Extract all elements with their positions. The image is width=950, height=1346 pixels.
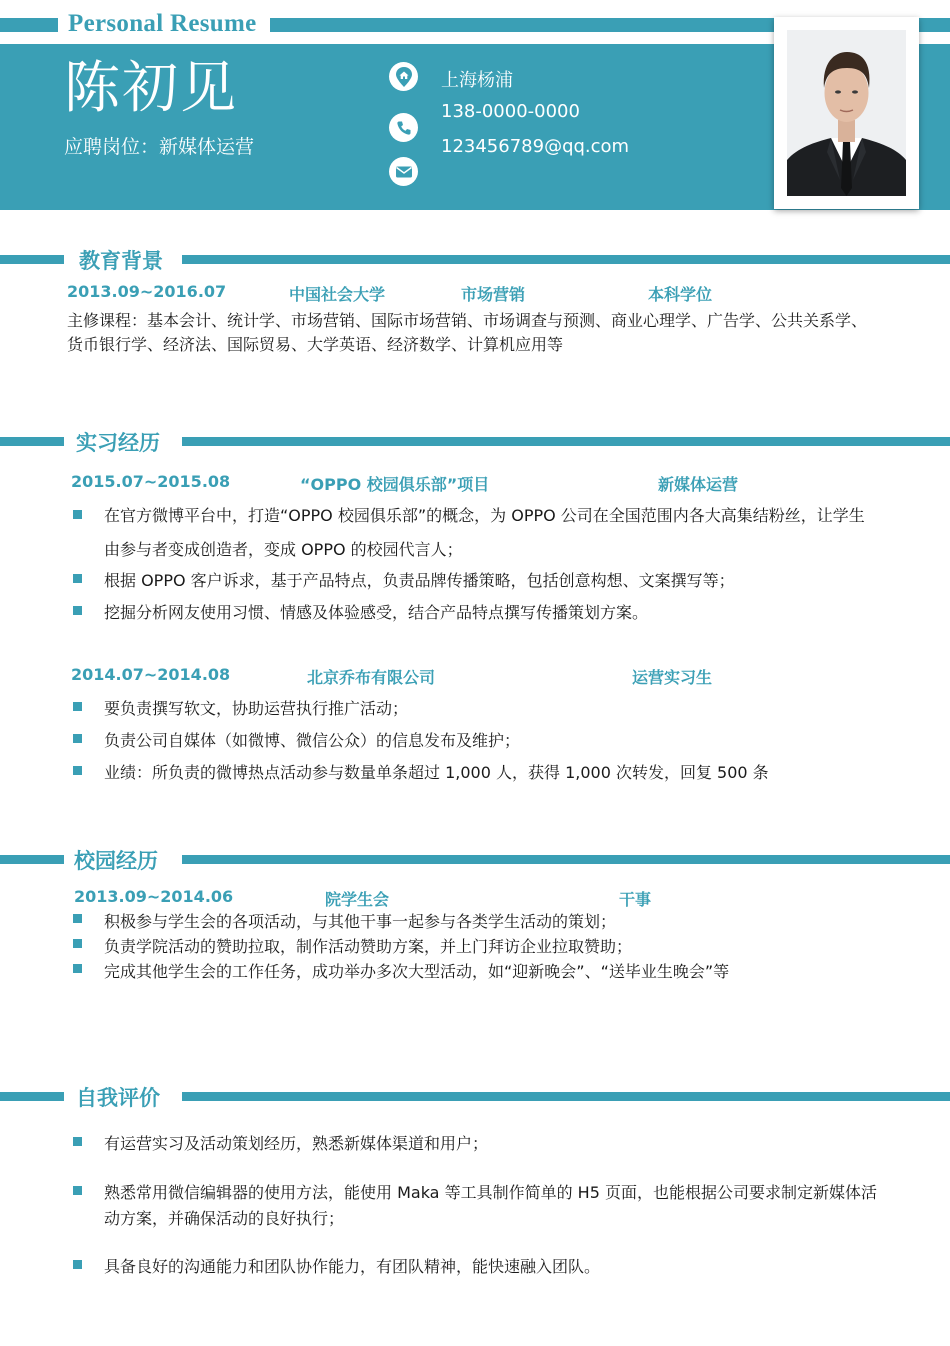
job-bullet: 要负责撰写软文，协助运营执行推广活动； [104,699,409,718]
section-title-self-evaluation: 自我评价 [76,1086,160,1110]
bullet-marker [73,702,82,711]
job-bullet: 挖掘分析网友使用习惯、情感及体验感受，结合产品特点撰写传播策划方案。 [104,603,649,622]
section-bar-right [182,1092,950,1101]
section-bar-right [182,437,950,446]
job-period: 2014.07~2014.08 [71,665,231,684]
job-org: 北京乔布有限公司 [307,668,436,687]
job-period: 2015.07~2015.08 [71,472,231,491]
photo-frame [774,17,919,209]
education-courses-line2: 货币银行学、经济法、国际贸易、大学英语、经济数学、计算机应用等 [67,335,564,354]
job-bullet: 业绩：所负责的微博热点活动参与数量单条超过 1,000 人，获得 1,000 次转发，回复 500 条 [104,763,769,782]
campus-org: 院学生会 [325,890,390,909]
contact-phone: 138-0000-0000 [441,101,580,122]
section-title-education: 教育背景 [79,249,163,273]
contact-email[interactable]: 123456789@qq.com [441,136,630,157]
education-period: 2013.09~2016.07 [67,282,227,301]
header-accent-left [0,18,58,32]
job-bullet: 在官方微博平台中，打造“OPPO 校园俱乐部”的概念，为 OPPO 公司在全国范围内各大高集结粉丝，让学生 [104,506,865,525]
section-internship [0,427,950,457]
bullet-marker [73,1186,82,1195]
section-bar-left [0,437,64,446]
bullet-marker [73,734,82,743]
section-title-internship: 实习经历 [76,431,160,455]
bullet-marker [73,606,82,615]
education-degree: 本科学位 [648,285,713,304]
campus-bullet: 积极参与学生会的各项活动，与其他干事一起参与各类学生活动的策划； [104,912,617,931]
home-pin-icon [389,62,418,91]
section-campus [0,845,950,875]
education-courses-line1: 主修课程：基本会计、统计学、市场营销、国际市场营销、市场调查与预测、商业心理学、广告学、公共关系学、 [67,311,868,330]
job-org: “OPPO 校园俱乐部”项目 [300,475,490,494]
section-bar-left [0,255,64,264]
job-bullet: 负责公司自媒体（如微博、微信公众）的信息发布及维护； [104,731,521,750]
job-bullet: 根据 OPPO 客户诉求，基于产品特点，负责品牌传播策略，包括创意构想、文案撰写等； [104,571,735,590]
position-value: 新媒体运营 [159,136,255,158]
bullet-marker [73,1260,82,1269]
envelope-icon [389,157,418,186]
self-eval-bullet: 有运营实习及活动策划经历，熟悉新媒体渠道和用户； [104,1134,489,1153]
profile-photo [787,30,906,196]
bullet-marker [73,914,82,923]
section-self-evaluation [0,1082,950,1112]
job-role: 新媒体运营 [658,475,739,494]
bullet-marker [73,574,82,583]
candidate-name: 陈初见 [64,56,238,121]
phone-icon [389,113,418,142]
section-bar-left [0,1092,64,1101]
contact-location: 上海杨浦 [441,70,513,91]
position-label: 应聘岗位： [64,136,160,158]
campus-bullet: 负责学院活动的赞助拉取，制作活动赞助方案，并上门拜访企业拉取赞助； [104,937,633,956]
section-bar-right [182,255,950,264]
job-bullet-continued: 由参与者变成创造者，变成 OPPO 的校园代言人； [104,540,463,559]
section-education [0,245,950,275]
bullet-marker [73,510,82,519]
self-eval-bullet: 熟悉常用微信编辑器的使用方法，能使用 Maka 等工具制作简单的 H5 页面，也能根据公司要求制定新媒体活 [104,1183,877,1202]
education-school: 中国社会大学 [289,285,386,304]
section-bar-right [182,855,950,864]
education-major: 市场营销 [461,285,526,304]
section-bar-left [0,855,64,864]
bullet-marker [73,1137,82,1146]
section-title-campus: 校园经历 [74,849,158,873]
job-role: 运营实习生 [632,668,713,687]
self-eval-bullet: 具备良好的沟通能力和团队协作能力，有团队精神，能快速融入团队。 [104,1257,601,1276]
campus-role: 干事 [619,890,652,909]
position-row [64,132,254,159]
bullet-marker [73,939,82,948]
bullet-marker [73,964,82,973]
campus-bullet: 完成其他学生会的工作任务，成功举办多次大型活动，如“迎新晚会”、“送毕业生晚会”等 [104,962,730,981]
document-title: Personal Resume [68,10,257,37]
campus-period: 2013.09~2014.06 [74,887,234,906]
self-eval-bullet-continued: 动方案，并确保活动的良好执行； [104,1209,345,1228]
bullet-marker [73,766,82,775]
